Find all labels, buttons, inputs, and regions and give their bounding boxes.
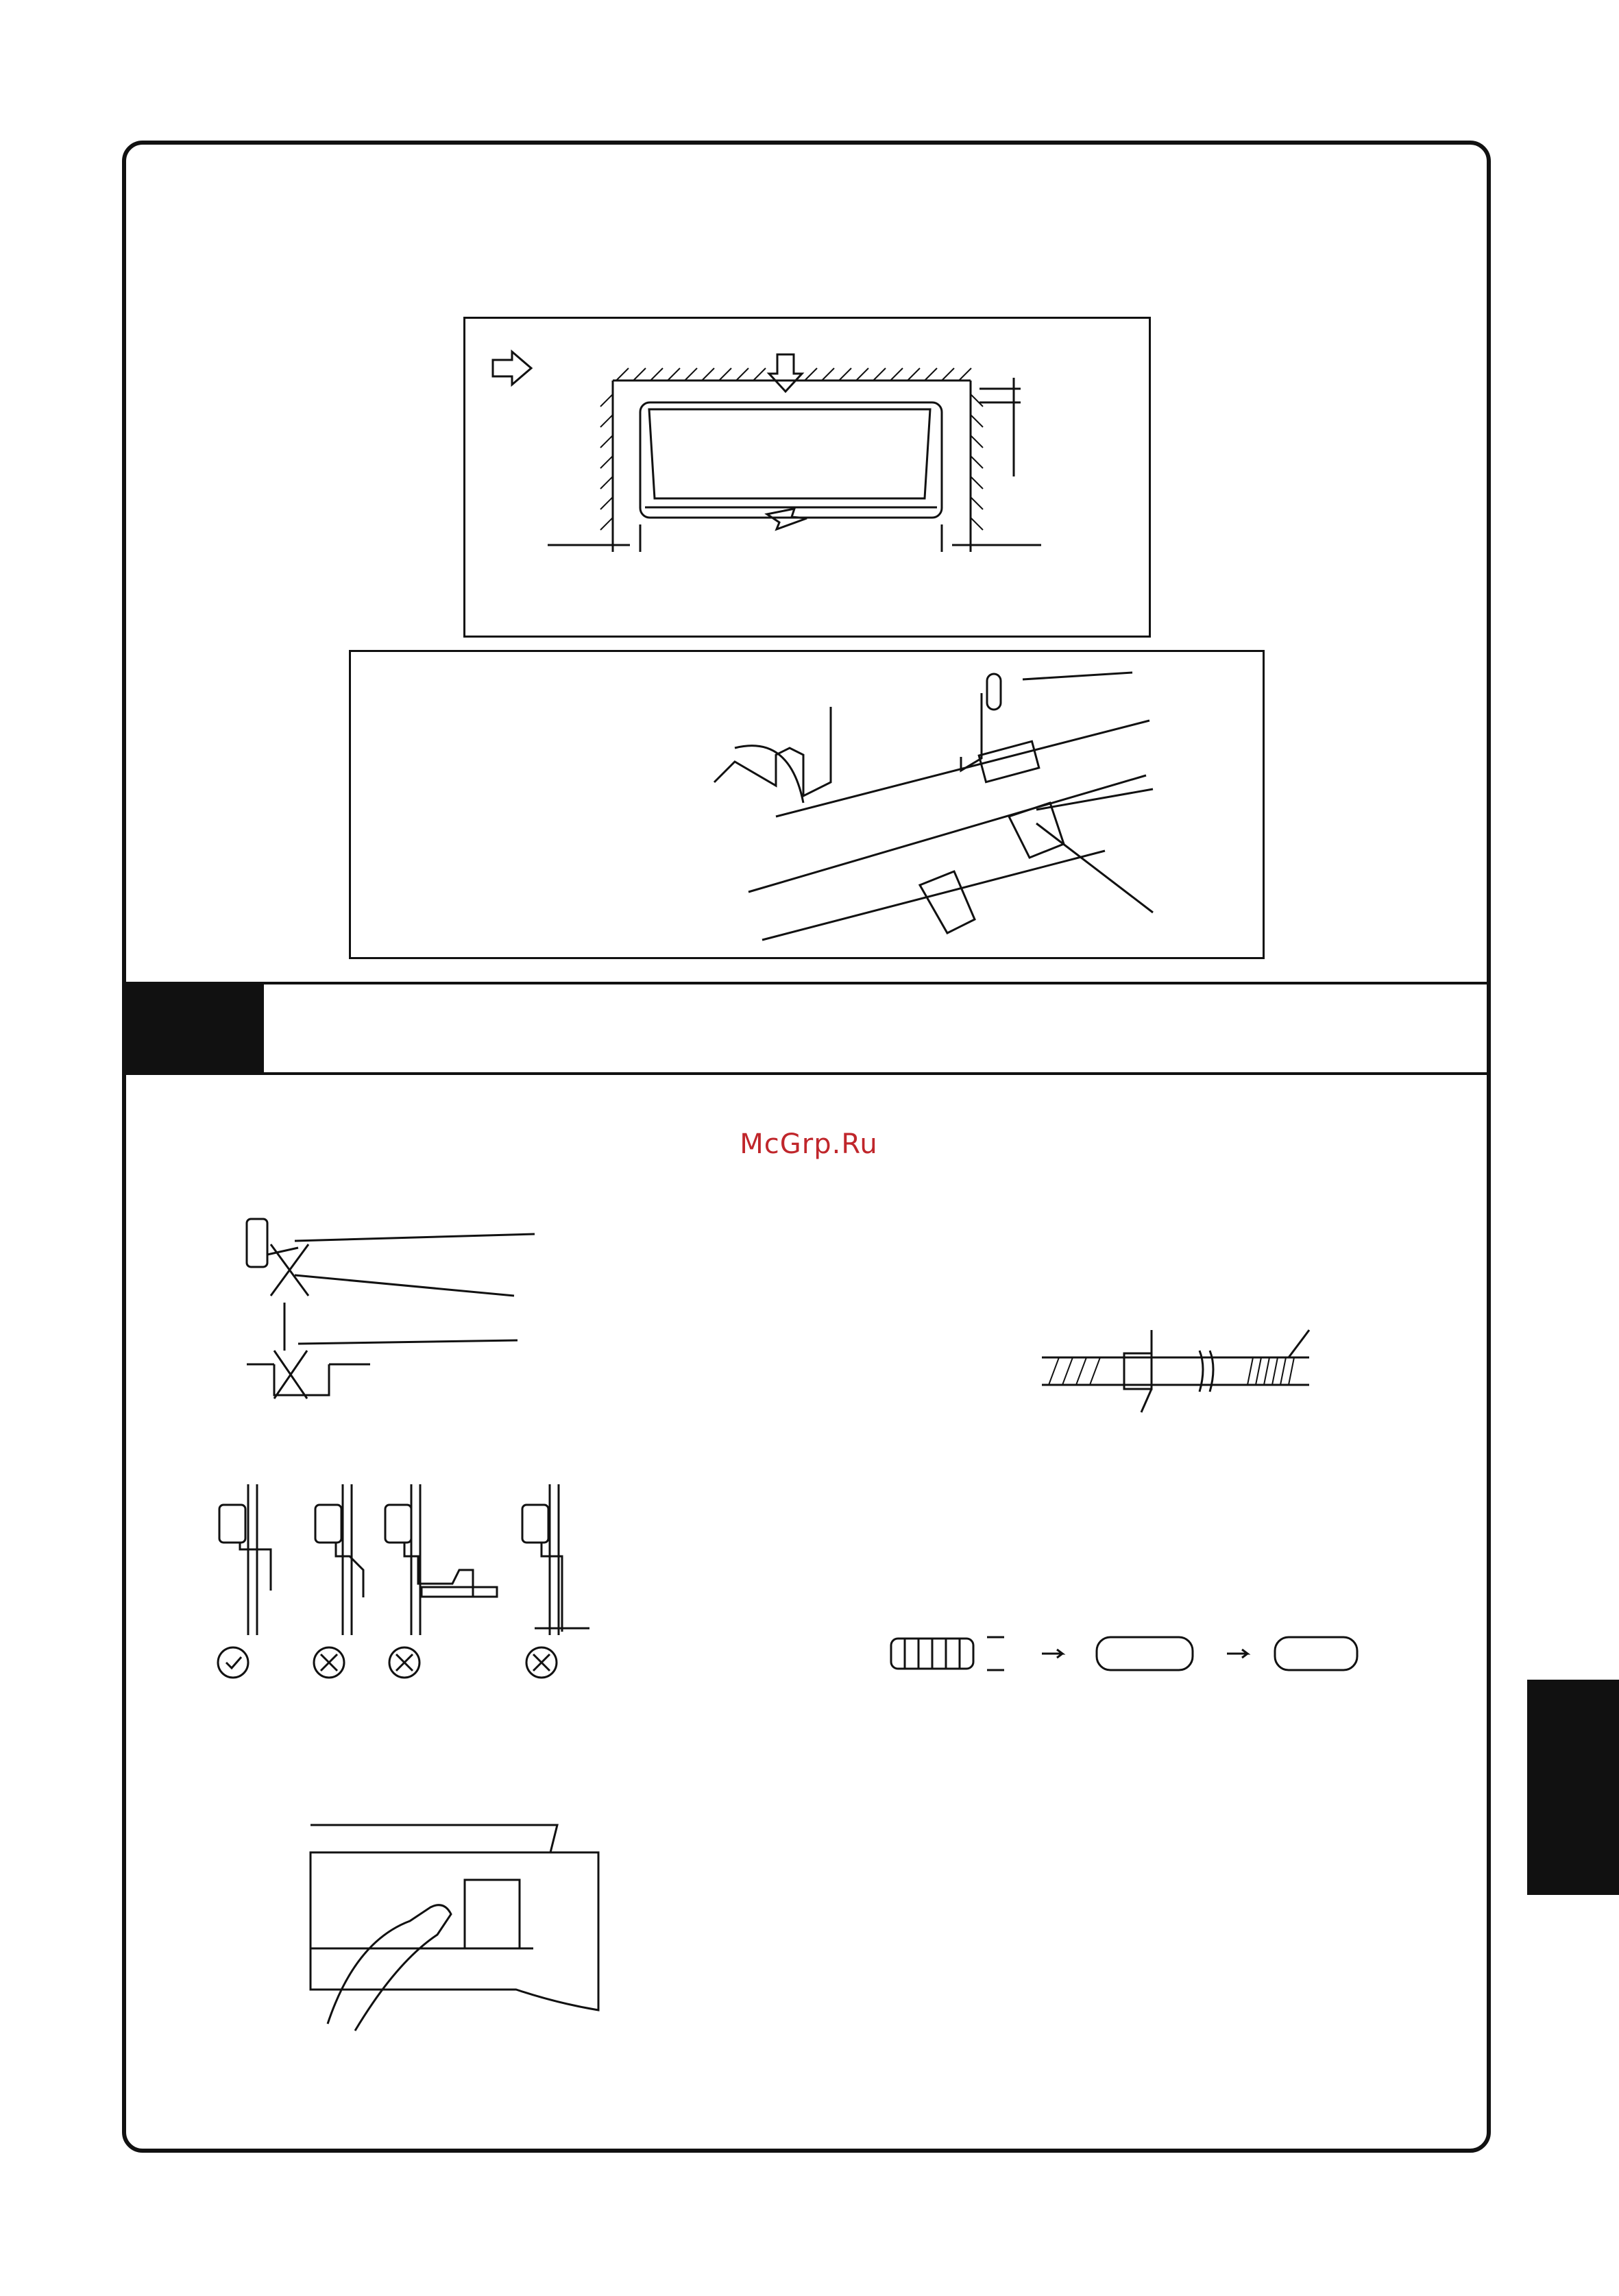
mounting-plate-drawing	[351, 652, 1267, 961]
example-incorrect-1	[314, 1484, 363, 1678]
direction-arrow-icon	[493, 352, 531, 385]
insulation-pipe	[1035, 1309, 1337, 1419]
hose-extension-sequence	[884, 1618, 1364, 1693]
plate-hole	[987, 674, 1001, 710]
indoor-unit-body	[640, 402, 942, 518]
open-front-panel	[311, 1825, 557, 1852]
arrow-right-icon-2	[1227, 1650, 1247, 1658]
clearance-diagram	[463, 317, 1151, 638]
arrow-right-icon	[1042, 1650, 1062, 1658]
section-number-block	[126, 982, 264, 1075]
extension-hose	[1275, 1637, 1357, 1670]
right-wall-hatch	[971, 394, 983, 530]
drain-routing-examples	[199, 1477, 610, 1704]
example-incorrect-3	[522, 1484, 589, 1678]
down-arrow-icon	[769, 354, 802, 391]
corrugated-hose	[891, 1637, 1004, 1670]
drain-hose-no-trap	[233, 1207, 576, 1412]
watermark-text: McGrp.Ru	[740, 1128, 878, 1160]
clearance-diagram-drawing	[465, 319, 1153, 640]
section-title	[288, 1001, 1453, 1056]
section-rule-bottom	[126, 1072, 1490, 1075]
wall-edge-line	[776, 721, 1149, 817]
insulation-sleeve	[1124, 1353, 1152, 1389]
example-incorrect-2	[385, 1484, 497, 1678]
unit-side-view	[247, 1219, 267, 1267]
check-icon	[218, 1647, 248, 1678]
left-wall-hatch	[600, 394, 613, 530]
side-tab	[1527, 1680, 1619, 1895]
mounting-plate-box	[349, 650, 1265, 959]
airflow-arrow-icon	[767, 509, 807, 529]
connector-pipe	[1097, 1637, 1193, 1670]
hand-with-bottle	[328, 1905, 451, 2031]
example-correct	[218, 1484, 271, 1678]
water-test-illustration	[307, 1818, 622, 2024]
section-rule-top	[126, 982, 1490, 984]
